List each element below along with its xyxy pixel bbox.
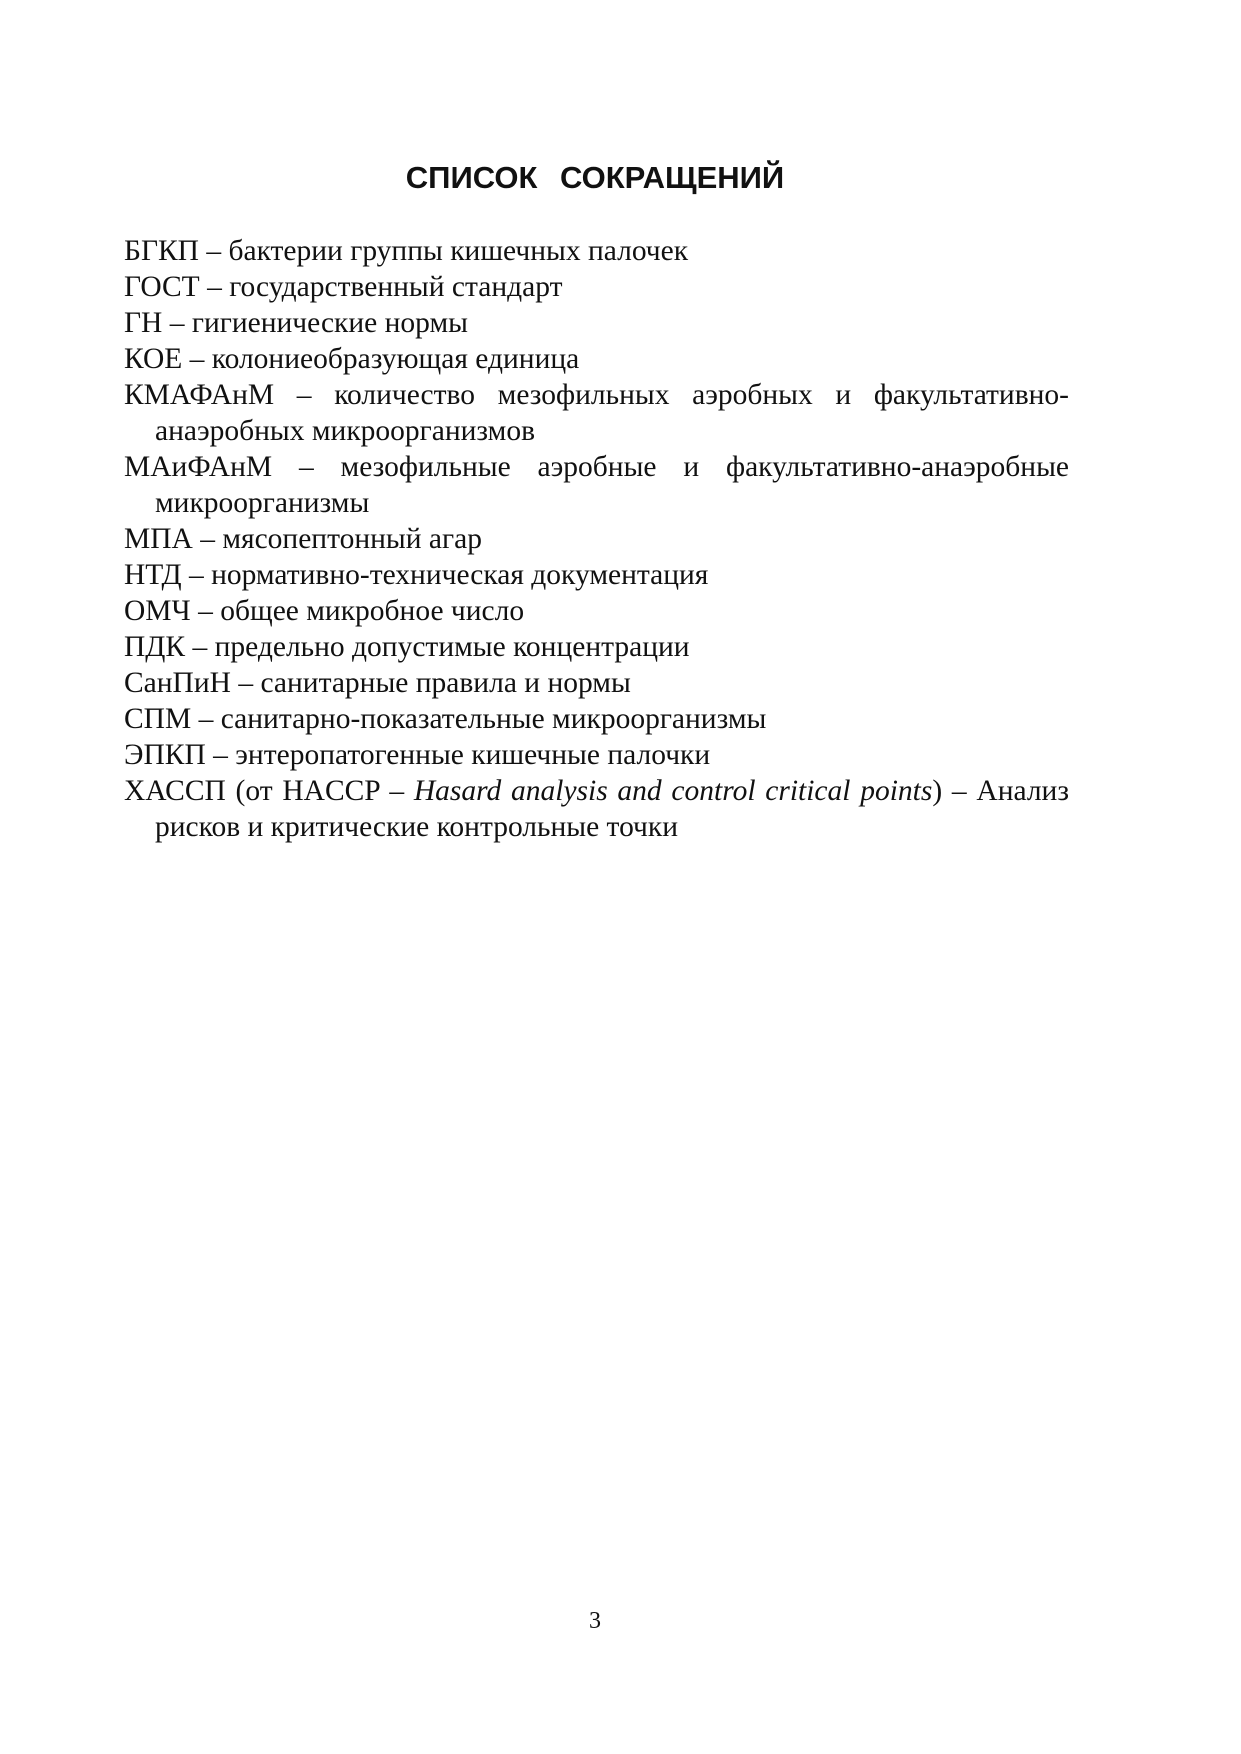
origin-suffix: ) – [932, 775, 977, 807]
abbreviation: ОМЧ [124, 595, 191, 627]
separator: – [205, 739, 236, 771]
definition: государственный стандарт [229, 271, 563, 303]
separator: – [190, 595, 221, 627]
definition: бактерии группы кишечных палочек [228, 235, 689, 267]
definition: Анализ рисков и критические контрольные точки [155, 775, 1069, 843]
page-number: 3 [589, 1608, 601, 1634]
english-term: Hasard analysis and control critical points [413, 775, 933, 807]
abbreviation: МАиФАнМ [124, 451, 273, 483]
abbreviation: СПМ [124, 703, 192, 735]
list-item [124, 233, 1069, 269]
abbreviation: НТД [124, 559, 182, 591]
separator: – [181, 559, 212, 591]
list-item [124, 629, 1069, 665]
list-item [124, 593, 1069, 629]
separator: – [162, 307, 192, 339]
list-item [124, 305, 1069, 341]
definition: гигиенические нормы [191, 307, 468, 339]
definition: санитарные правила и нормы [260, 667, 631, 699]
list-item [124, 341, 1069, 377]
separator: – [198, 235, 229, 267]
abbreviation: СанПиН [124, 667, 231, 699]
separator: – [185, 631, 215, 663]
separator: – [230, 667, 261, 699]
abbreviation: КОЕ [124, 343, 183, 375]
abbreviation: ПДК [124, 631, 186, 663]
definition: мясопептонный агар [222, 523, 482, 555]
definition: нормативно-техническая документация [211, 559, 709, 591]
list-item [124, 701, 1069, 737]
origin-prefix: (от HACCP – [225, 775, 414, 807]
abbreviation: КМАФАнМ [124, 379, 275, 411]
separator: – [191, 703, 221, 735]
separator: – [272, 451, 341, 483]
definition: санитарно-показательные микроорганизмы [220, 703, 767, 735]
abbreviation: БГКП [124, 235, 199, 267]
abbreviation: ЭПКП [124, 739, 206, 771]
abbreviation-list [124, 233, 1069, 845]
list-item [124, 521, 1069, 557]
separator: – [192, 523, 223, 555]
list-item [124, 665, 1069, 701]
list-item [124, 377, 1069, 449]
page-title: СПИСОК СОКРАЩЕНИЙ [405, 160, 785, 195]
definition: энтеропатогенные кишечные палочки [235, 739, 711, 771]
separator: – [199, 271, 230, 303]
abbreviation: ГОСТ [124, 271, 200, 303]
list-item-haccp [124, 773, 1069, 845]
definition: предельно допустимые концентрации [214, 631, 690, 663]
abbreviation: ХАССП [124, 775, 226, 807]
abbreviation: ГН [124, 307, 163, 339]
definition: количество мезофильных аэробных и факультативно-анаэробных микроорганизмов [155, 379, 1069, 447]
list-item [124, 557, 1069, 593]
list-item [124, 449, 1069, 521]
separator: – [182, 343, 212, 375]
definition: мезофильные аэробные и факультативно-анаэробные микроорганизмы [155, 451, 1070, 519]
separator: – [274, 379, 335, 411]
list-item [124, 269, 1069, 305]
definition: общее микробное число [220, 595, 525, 627]
list-item [124, 737, 1069, 773]
definition: колониеобразующая единица [211, 343, 580, 375]
abbreviation: МПА [124, 523, 193, 555]
